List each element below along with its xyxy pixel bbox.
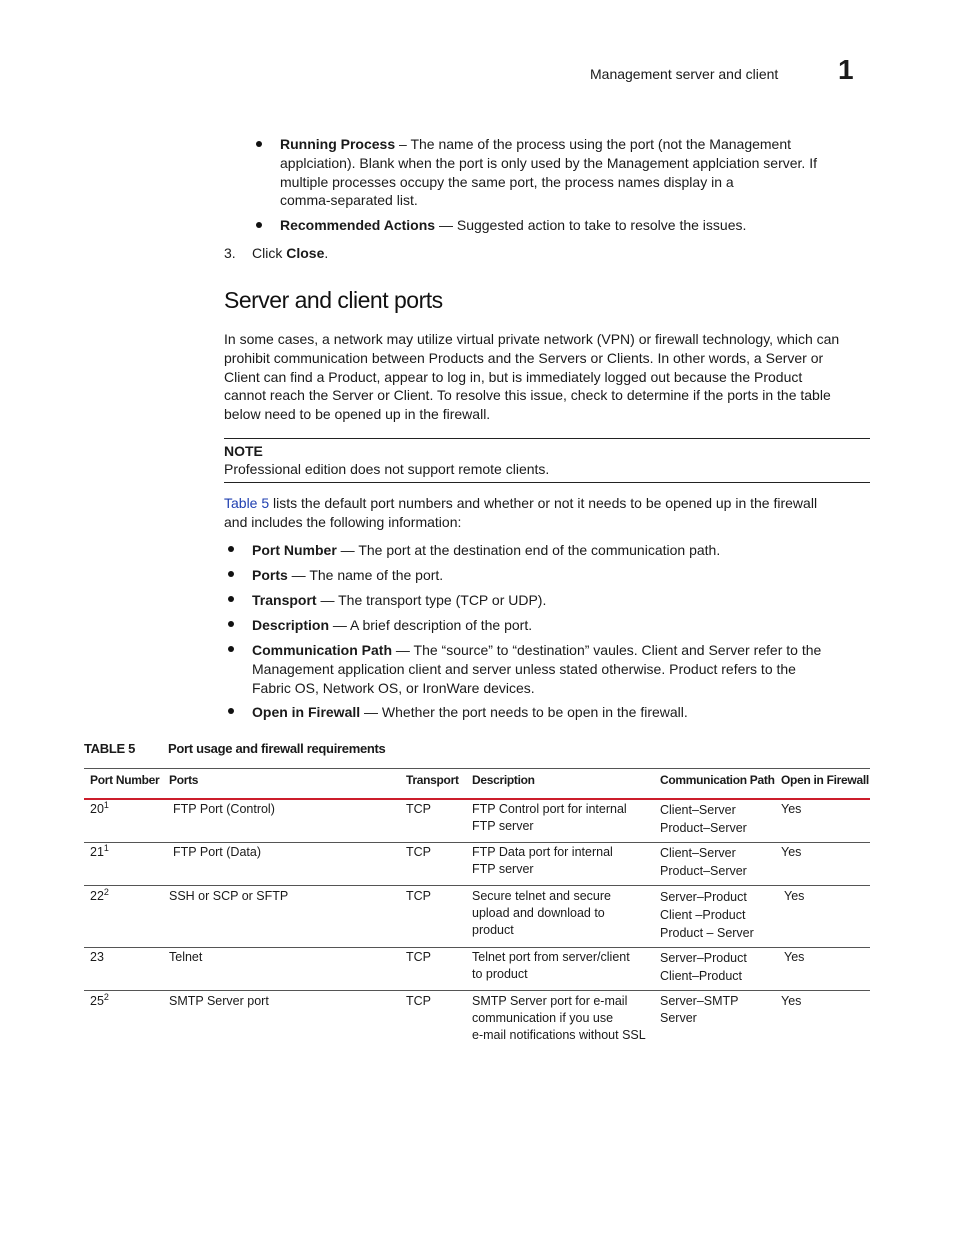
bullet-text: — A brief description of the port. <box>329 617 533 633</box>
cell-port-name: SMTP Server port <box>169 994 269 1008</box>
table-title: Port usage and firewall requirements <box>168 741 386 756</box>
cell-port-name: SSH or SCP or SFTP <box>169 889 289 903</box>
bullet-recommended-actions <box>280 216 870 235</box>
bullet-text: applciation). Blank when the port is only used by the Management applciation server. If <box>280 154 817 171</box>
row-divider <box>84 947 870 948</box>
bullet-text: — Whether the port needs to be open in the firewall. <box>360 704 688 720</box>
cell-transport: TCP <box>406 802 431 816</box>
step-3 <box>252 244 328 263</box>
note-label: NOTE <box>224 443 263 459</box>
bullet-ports <box>252 566 872 585</box>
footnote-marker: 1 <box>103 842 109 853</box>
bullet-communication-path <box>252 641 872 697</box>
table-5-link[interactable]: Table 5 <box>224 495 270 511</box>
table-top-rule <box>84 768 870 769</box>
step-action: Close <box>286 245 325 261</box>
section-heading: Server and client ports <box>224 287 443 313</box>
cell-port-name: Telnet <box>169 950 203 964</box>
cell-port-number: $25^2$ <box>90 991 109 1008</box>
bullet-text: — The transport type (TCP or UDP). <box>316 592 547 608</box>
bullet-text: comma-separated list. <box>280 192 418 209</box>
row-divider <box>84 990 870 991</box>
cell-port-number: 23 <box>90 950 104 964</box>
cell-open-in-firewall: Yes <box>784 950 805 964</box>
bullet-text: — The port at the destination end of the communication path. <box>336 542 721 558</box>
cell-communication-path: Client–Server Product–Server <box>660 803 747 835</box>
bullet-text: Fabric OS, Network OS, or IronWare devices. <box>252 679 535 696</box>
step-number: 3. <box>224 245 236 261</box>
cell-communication-path: Client–Server Product–Server <box>660 846 747 878</box>
paragraph-line: below need to be opened up in the firewall. <box>224 406 491 423</box>
bullet-term: Description <box>252 617 330 633</box>
cell-port-name: FTP Port (Data) <box>173 845 261 859</box>
bullet-description <box>252 616 872 635</box>
bullet-port-number <box>252 541 872 560</box>
cell-port-number: $22^2$ <box>90 886 109 903</box>
cell-port-name: FTP Port (Control) <box>173 802 275 816</box>
paragraph-text: lists the default port numbers and whether or not it needs to be opened up in the firewall <box>269 495 818 511</box>
footnote-marker: 2 <box>103 991 109 1002</box>
column-header-ports: Ports <box>169 773 199 787</box>
bullet-dot <box>228 596 234 602</box>
column-header-transport: Transport <box>406 773 459 787</box>
bullet-running-process <box>280 135 870 210</box>
bullet-term: Communication Path <box>252 642 393 658</box>
bullet-dot <box>256 222 262 228</box>
cell-transport: TCP <box>406 994 431 1008</box>
column-header-description: Description <box>472 773 535 787</box>
cell-transport: TCP <box>406 889 431 903</box>
bullet-text: — The “source” to “destination” vaules. Client and Server refer to the <box>392 642 822 658</box>
cell-open-in-firewall: Yes <box>784 889 805 903</box>
cell-communication-path: Server–Product Client –Product Product – Server <box>660 890 754 940</box>
bullet-text: – The name of the process using the port (not the Management <box>395 136 792 152</box>
cell-transport: TCP <box>406 950 431 964</box>
step-text: Click <box>252 245 287 261</box>
cell-description: FTP Control port for internal FTP server <box>472 802 627 833</box>
bullet-term: Recommended Actions <box>280 217 436 233</box>
table-reference-paragraph <box>224 494 874 532</box>
bullet-text: — The name of the port. <box>287 567 444 583</box>
paragraph-line: Client can find a Product, appear to log in, but is immediately logged out because the Product <box>224 368 803 385</box>
paragraph-line: In some cases, a network may utilize virtual private network (VPN) or firewall technology, which can <box>224 331 840 347</box>
bullet-term: Ports <box>252 567 288 583</box>
row-divider <box>84 842 870 843</box>
note-bottom-rule <box>224 482 870 483</box>
bullet-term: Port Number <box>252 542 337 558</box>
bullet-transport <box>252 591 872 610</box>
row-divider <box>84 885 870 886</box>
cell-communication-path: Server–Product Client–Product <box>660 951 747 983</box>
column-header-port-number: Port Number <box>90 773 160 787</box>
footnote-marker: 1 <box>103 799 109 810</box>
cell-description: SMTP Server port for e-mail communication if you use e-mail notifications without SSL <box>472 994 646 1042</box>
bullet-dot <box>228 621 234 627</box>
paragraph-line: cannot reach the Server or Client. To resolve this issue, check to determine if the ports in the table <box>224 387 831 404</box>
chapter-number: 1 <box>838 54 854 85</box>
cell-description: FTP Data port for internal FTP server <box>472 845 613 876</box>
note-top-rule <box>224 438 870 439</box>
cell-port-number: $21^1$ <box>90 842 109 859</box>
column-header-open-in-firewall: Open in Firewall <box>781 773 869 787</box>
cell-open-in-firewall: Yes <box>781 994 802 1008</box>
cell-port-number: $20^1$ <box>90 799 109 816</box>
header-rule <box>84 798 870 800</box>
note-text: Professional edition does not support remote clients. <box>224 461 550 477</box>
bullet-open-in-firewall <box>252 703 872 722</box>
bullet-dot <box>228 646 234 652</box>
cell-open-in-firewall: Yes <box>781 845 802 859</box>
cell-description: Secure telnet and secure upload and download to product <box>472 889 611 937</box>
cell-communication-path: Server–SMTP Server <box>660 994 739 1025</box>
table-label: TABLE 5 <box>84 741 136 756</box>
footnote-marker: 2 <box>103 886 109 897</box>
cell-open-in-firewall: Yes <box>781 802 802 816</box>
paragraph-text: and includes the following information: <box>224 513 462 530</box>
bullet-text: — Suggested action to take to resolve the issues. <box>435 217 747 233</box>
bullet-dot <box>228 546 234 552</box>
bullet-text: Management application client and server unless stated otherwise. Product refers to the <box>252 660 796 677</box>
intro-paragraph <box>224 330 874 424</box>
paragraph-line: prohibit communication between Products and the Servers or Clients. In other words, a Server or <box>224 349 824 366</box>
bullet-term: Running Process <box>280 136 396 152</box>
bullet-text: multiple processes occupy the same port, the process names display in a <box>280 173 734 190</box>
step-text: . <box>324 245 329 261</box>
bullet-dot <box>256 141 262 147</box>
cell-transport: TCP <box>406 845 431 859</box>
bullet-dot <box>228 708 234 714</box>
cell-description: Telnet port from server/client to product <box>472 950 630 981</box>
running-header-title: Management server and client <box>590 66 779 82</box>
bullet-term: Transport <box>252 592 317 608</box>
bullet-dot <box>228 571 234 577</box>
column-header-communication-path: Communication Path <box>660 773 775 787</box>
bullet-term: Open in Firewall <box>252 704 361 720</box>
